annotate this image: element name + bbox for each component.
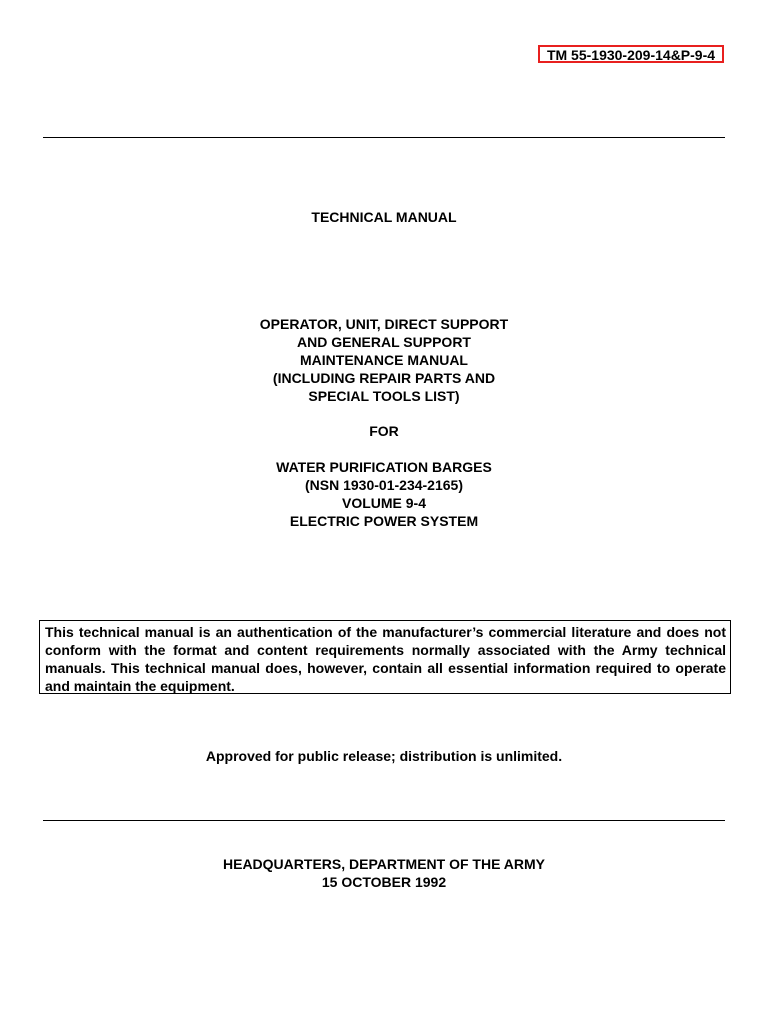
publication-date: 15 OCTOBER 1992 — [321, 874, 447, 890]
title-line: MAINTENANCE MANUAL — [300, 352, 468, 368]
title-line: SPECIAL TOOLS LIST) — [308, 388, 460, 404]
issuer-name: HEADQUARTERS, DEPARTMENT OF THE ARMY — [223, 856, 545, 872]
subject-line: (NSN 1930-01-234-2165) — [305, 477, 463, 493]
title-line: (INCLUDING REPAIR PARTS AND — [272, 370, 496, 386]
manual-title — [0, 315, 768, 405]
subject-line: ELECTRIC POWER SYSTEM — [289, 513, 479, 529]
title-line: AND GENERAL SUPPORT — [297, 334, 471, 350]
issuing-authority — [0, 855, 768, 891]
bottom-divider — [43, 820, 725, 821]
document-number: TM 55-1930-209-14&P-9-4 — [538, 45, 724, 63]
for-label: FOR — [369, 423, 399, 439]
top-divider — [43, 137, 725, 138]
subject-line: VOLUME 9-4 — [341, 495, 426, 511]
authentication-notice: This technical manual is an authentication of the manufacturer’s commercial literature and does not conform with the format and content requirements normally associated with the Army technical manuals. This technical manual does, however, contain all essential information required to operate and maintain the equipment. — [39, 620, 731, 694]
title-line: OPERATOR, UNIT, DIRECT SUPPORT — [259, 316, 509, 332]
manual-type-heading: TECHNICAL MANUAL — [311, 209, 457, 225]
distribution-statement: Approved for public release; distribution is unlimited. — [205, 748, 563, 764]
equipment-subject — [0, 458, 768, 530]
subject-line: WATER PURIFICATION BARGES — [276, 459, 492, 475]
